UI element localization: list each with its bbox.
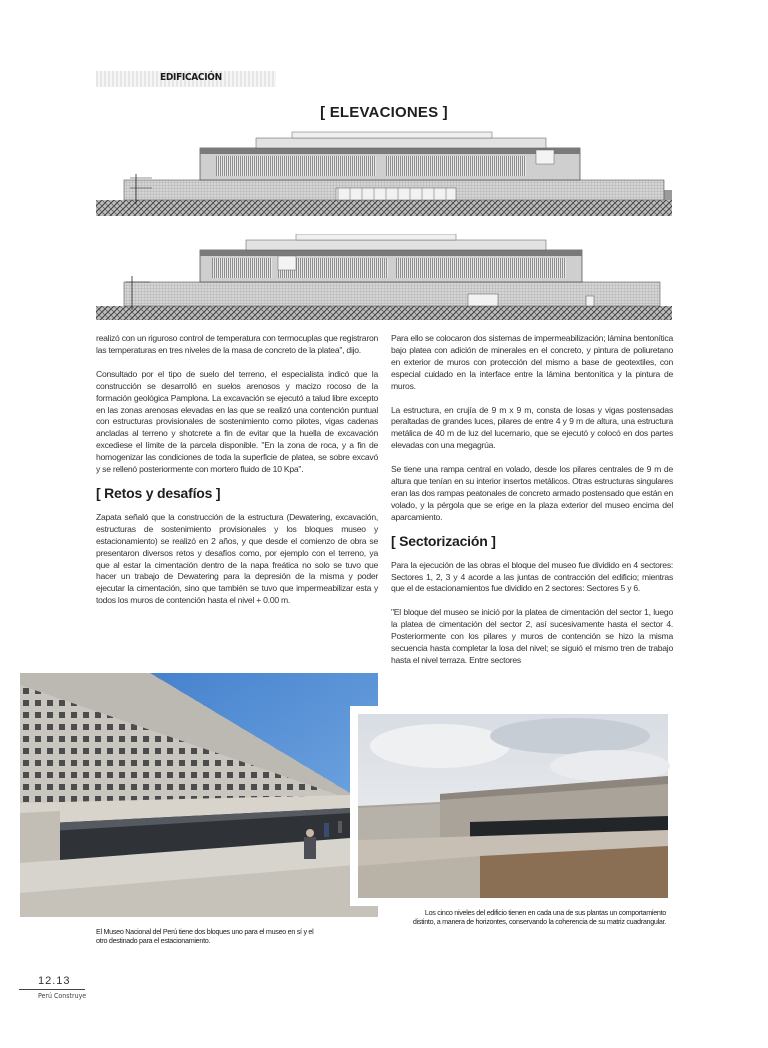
museum-block-photo <box>350 706 676 906</box>
section-tag <box>96 71 276 87</box>
section-label: EDIFICACIÓN <box>160 72 222 83</box>
right-column <box>391 333 673 667</box>
elevations-title: [ ELEVACIONES ] <box>320 104 448 121</box>
left-paragraph-1: realizó con un riguroso control de temperatura con termocuplas que registraron las temperaturas en tres niveles de la masa de concreto de la platea", dijo. <box>96 333 378 355</box>
museum-facade-photo <box>20 673 378 917</box>
magazine-name: Perú Construye <box>38 992 87 1000</box>
left-column <box>96 333 378 619</box>
left-paragraph-3: Zapata señaló que la construcción de la estructura (Dewatering, excavación, estructuras de sostenimiento provisionales y los bloques museo y estacionamiento) se realizó en 2 años, y que desde el comienzo de obra se presentaron diversos retos y desafíos como, por ejemplo con el terreno, ya que al estar la cimentación dentro de la napa freática no solo se tuvo que hacer un trabajo de Dewatering para la depresión de la misma y poder ejecutar la cimentación, sino que también se tuvo que impermeabilizar esta y todos los muros de contención hasta el nivel + 0.00 m. <box>96 511 378 606</box>
caption-right: Los cinco niveles del edificio tienen en cada una de sus plantas un comportamiento distinto, a manera de horizontes, conservando la coherencia de su matriz cuadrangular. <box>412 908 666 926</box>
page-number: 12.13 <box>38 975 71 987</box>
heading-retos: [ Retos y desafíos ] <box>96 484 221 501</box>
elevation-drawing-1 <box>96 128 672 216</box>
left-paragraph-2: Consultado por el tipo de suelo del terreno, el especialista indicó que la construcción se desarrolló en suelos arenosos y macizo rocoso de la formación geológica Pamplona. La excavación se ejecutó a talud libre excepto en las zonas arenosas elevadas en las que se realizó una contención puntual con estructuras provisionales de sostenimiento como pilotes, vigas cadenas ancladas al terreno y shotcrete a fin de evitar que la huella de excavación excediese el límite de la parcela disponible. "En la zona de roca, y a fin de homogenizar las condiciones de toda la superficie de platea, se sobre excavó y se rellenó posteriormente con mortero fluido de 10 Kpa". <box>96 368 378 475</box>
elevation-drawing-2 <box>96 234 672 320</box>
right-paragraph-2: La estructura, en crujía de 9 m x 9 m, consta de losas y vigas postensadas peraltadas de grandes luces, pilares de entre 4 y 9 m de altura, una estructura metálica de 40 m de luz del lucernario, que se ejecutó y colocó en dos partes elevadas con una megagrúa. <box>391 404 673 451</box>
heading-sectorizacion: [ Sectorización ] <box>391 532 496 549</box>
right-paragraph-5: "El bloque del museo se inició por la platea de cimentación del sector 1, luego la platea de cimentación del sector 2, así sucesivamente hasta el sector 4. Posteriormente con los pilares y muros de contención se hizo la misma secuencia hasta completar la losa del nivel; se siguió el mismo tren de trabajo hasta el nivel terraza. Entre sectores <box>391 607 673 665</box>
right-paragraph-3: Se tiene una rampa central en volado, desde los pilares centrales de 9 m de altura que tenían en su interior insertos metálicos. Otras estructuras singulares eran las dos rampas peatonales de concreto armado postensado que están en volado, y la pérgola que se erige en la plaza exterior del museo encima del aparcamiento. <box>391 464 673 522</box>
right-paragraph-4: Para la ejecución de las obras el bloque del museo fue dividido en 4 sectores: Sectores 1, 2, 3 y 4 acorde a las juntas de contracción del edificio; mientras que el de estacionamientos fue dividido en 2 sectores: Sectores 5 y 6. <box>391 559 673 594</box>
right-paragraph-1: Para ello se colocaron dos sistemas de impermeabilización; lámina bentonítica bajo platea con adición de minerales en el concreto, y pintura de poliuretano en exterior de muros con protección del mismo a base de geotextiles, con especial cuidado en la interface entre la lámina bentonítica y la pintura de muros. <box>391 333 673 391</box>
footer-rule <box>19 989 85 990</box>
caption-left: El Museo Nacional del Perú tiene dos bloques uno para el museo en sí y el otro destinado para el estacionamiento. <box>96 927 314 945</box>
